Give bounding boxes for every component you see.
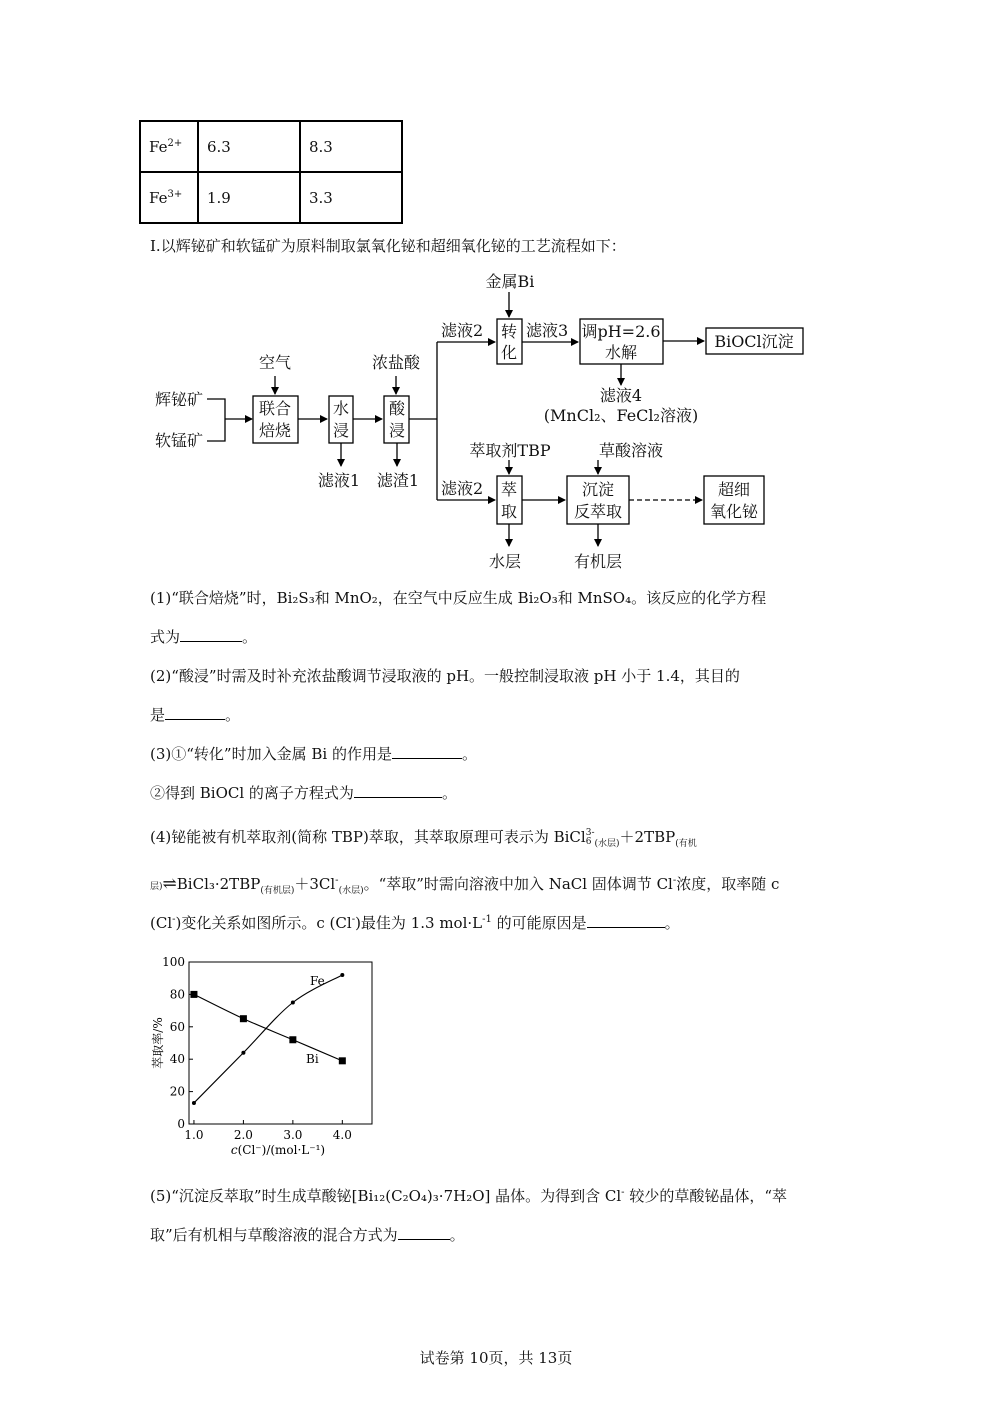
answer-blank xyxy=(398,1225,450,1240)
extraction-label-1: 萃 xyxy=(500,480,518,499)
ion-ph-table xyxy=(139,120,403,224)
roast-label-1: 联合 xyxy=(258,399,292,418)
series-label-fe: Fe xyxy=(310,974,325,988)
filtrate2-top-label: 滤液2 xyxy=(441,321,484,340)
answer-blank xyxy=(180,627,242,642)
table-row xyxy=(140,121,402,172)
question-3-part2 xyxy=(150,783,457,803)
fe-data-point xyxy=(291,1001,295,1005)
bi-data-point xyxy=(289,1036,296,1043)
plot-frame xyxy=(189,962,372,1124)
phase-label: 层) xyxy=(150,882,163,892)
metal-bi-label: 金属Bi xyxy=(485,272,535,291)
filtrate2-bottom-label: 滤液2 xyxy=(441,479,484,498)
question-2-line1: (2)“酸浸”时需及时补充浓盐酸调节浸取液的 pH。一般控制浸取液 pH 小于 1.4，其目的 xyxy=(150,667,740,685)
complete-ph-cell: 3.3 xyxy=(300,172,402,223)
ion-charge: - xyxy=(621,1187,625,1198)
fe-data-point xyxy=(340,973,344,977)
q5b-text: 取”后有机相与草酸溶液的混合方式为 xyxy=(150,1226,398,1244)
q4-text-7: )最佳为 1.3 mol·L xyxy=(355,914,483,932)
q3b-text: ②得到 BiOCl 的离子方程式为 xyxy=(150,784,354,802)
ultrafine-label-2: 氧化铋 xyxy=(709,502,759,521)
q4-text-5: (Cl xyxy=(150,914,173,932)
ion-cell xyxy=(140,172,198,223)
x-tick-label: 1.0 xyxy=(184,1128,204,1142)
y-tick-label: 60 xyxy=(169,1019,185,1034)
question-5-line2 xyxy=(150,1225,465,1245)
ion-name: Fe xyxy=(149,137,168,156)
ion-charge: 3- xyxy=(585,828,595,838)
bi-data-point xyxy=(190,991,197,998)
question-4-line3 xyxy=(150,913,680,933)
x-tick-label: 2.0 xyxy=(233,1128,253,1142)
precip-label-1: 沉淀 xyxy=(581,480,615,499)
bi-data-point xyxy=(240,1015,247,1022)
q4-text-6: )变化关系如图所示。c (Cl xyxy=(175,914,352,932)
conversion-label-2: 化 xyxy=(500,343,518,362)
answer-blank xyxy=(354,783,442,798)
hydrolysis-label-1: 调pH=2.6 xyxy=(581,322,661,341)
ion-subsup xyxy=(586,829,595,847)
ion-charge: - xyxy=(172,914,176,925)
ion-charge: - xyxy=(335,875,339,886)
water-layer-label: 水层 xyxy=(488,552,522,571)
question-4-line1 xyxy=(150,827,697,854)
question-5-line1 xyxy=(150,1186,787,1206)
period: 。 xyxy=(225,706,241,724)
phase-label: (有机 xyxy=(675,839,697,849)
series-label-bi: Bi xyxy=(306,1052,319,1066)
ion-cell xyxy=(140,121,198,172)
bioc-label: BiOCl沉淀 xyxy=(714,332,794,351)
extraction-rate-chart xyxy=(140,950,390,1165)
y-tick-label: 20 xyxy=(169,1084,185,1099)
unit-exponent: -1 xyxy=(482,914,492,925)
raw-bismuthinite: 辉铋矿 xyxy=(155,390,204,409)
question-2-line2 xyxy=(150,705,240,725)
conversion-label-1: 转 xyxy=(500,322,518,341)
series-line-bi xyxy=(194,994,342,1060)
y-axis-label: 萃取率/% xyxy=(151,1017,165,1069)
ultrafine-label-1: 超细 xyxy=(717,480,751,499)
fe-data-point xyxy=(241,1051,245,1055)
tbp-label: 萃取剂TBP xyxy=(469,441,551,460)
q4-text: (4)铋能被有机萃取剂(简称 TBP)萃取，其萃取原理可表示为 BiCl xyxy=(150,828,586,846)
y-tick-label: 100 xyxy=(162,955,185,969)
organic-layer-label: 有机层 xyxy=(573,552,623,571)
raw-pyrolusite: 软锰矿 xyxy=(155,431,204,450)
series-line-fe xyxy=(194,975,342,1103)
ion-charge: - xyxy=(672,875,677,886)
q4-text-3: 。“萃取”时需向溶液中加入 NaCl 固体调节 Cl xyxy=(363,875,673,893)
ion-name: Fe xyxy=(149,188,168,207)
q4-text-2: ＋2TBP xyxy=(619,828,676,846)
period: 。 xyxy=(242,628,258,646)
ion-charge: 3+ xyxy=(167,188,183,200)
q4-text-4: 浓度，取率随 c xyxy=(676,875,780,893)
filtrate4-label: 滤液4 xyxy=(599,386,643,405)
table-row xyxy=(140,172,402,223)
period: 。 xyxy=(449,1226,465,1244)
phase-label: (水层) xyxy=(594,839,620,849)
acid-leach-label-2: 浸 xyxy=(388,421,406,440)
question-3-part1 xyxy=(150,744,477,764)
ion-subscript: 6 xyxy=(585,837,592,847)
extraction-label-2: 取 xyxy=(500,502,518,521)
q4-formula-2: ＋3Cl xyxy=(294,875,336,893)
answer-blank xyxy=(392,744,462,759)
q4-formula: BiCl₃·2TBP xyxy=(176,875,261,893)
x-axis-label xyxy=(231,1143,325,1157)
air-label: 空气 xyxy=(258,353,292,372)
q5-text-2: 较少的草酸铋晶体，“萃 xyxy=(624,1187,788,1205)
x-tick-label: 4.0 xyxy=(332,1128,352,1142)
x-tick-label: 3.0 xyxy=(283,1128,303,1142)
question-1-line1: (1)“联合焙烧”时，Bi₂S₃和 MnO₂，在空气中反应生成 Bi₂O₃和 MnSO₄。该反应的化学方程 xyxy=(150,589,767,607)
filtrate3-label: 滤液3 xyxy=(526,321,569,340)
water-leach-label-2: 浸 xyxy=(332,421,350,440)
question-4-line2 xyxy=(150,874,779,901)
page-footer: 试卷第 10页，共 13页 xyxy=(419,1349,573,1367)
q5-text: (5)“沉淀反萃取”时生成草酸铋[Bi₁₂(C₂O₄)₃·7H₂O] 晶体。为得到含 Cl xyxy=(150,1187,622,1205)
water-leach-label-1: 水 xyxy=(332,399,350,418)
y-tick-label: 40 xyxy=(169,1052,185,1067)
fe-data-point xyxy=(192,1101,196,1105)
bi-data-point xyxy=(339,1057,346,1064)
question-1-line2 xyxy=(150,627,257,647)
x-axis-label-rest: (Cl⁻)/(mol·L⁻¹) xyxy=(237,1143,326,1157)
phase-label: (水层) xyxy=(338,886,364,896)
start-ph-cell: 6.3 xyxy=(198,121,300,172)
x-axis-label-c: c xyxy=(230,1143,238,1157)
filtrate1-label: 滤液1 xyxy=(317,471,361,490)
process-flow-diagram xyxy=(0,260,992,580)
complete-ph-cell: 8.3 xyxy=(300,121,402,172)
start-ph-cell: 1.9 xyxy=(198,172,300,223)
answer-blank xyxy=(587,913,665,928)
acid-input-label: 浓盐酸 xyxy=(371,353,421,372)
ion-charge: 2+ xyxy=(167,137,183,149)
filtrate4-composition: (MnCl₂、FeCl₂溶液) xyxy=(543,406,699,425)
acid-leach-label-1: 酸 xyxy=(388,399,406,418)
oxalic-label: 草酸溶液 xyxy=(598,441,664,460)
q1-text: 式为 xyxy=(150,628,181,646)
y-tick-label: 80 xyxy=(169,987,185,1002)
intro-text: I.以辉铋矿和软锰矿为原料制取氯氧化铋和超细氧化铋的工艺流程如下： xyxy=(150,237,626,255)
y-tick-label: 0 xyxy=(177,1117,185,1131)
ion-charge: - xyxy=(351,914,356,925)
hydrolysis-label-2: 水解 xyxy=(604,343,638,362)
period: 。 xyxy=(441,784,457,802)
precip-label-2: 反萃取 xyxy=(573,502,623,521)
answer-blank xyxy=(165,705,225,720)
equilibrium-arrow: ⇌ xyxy=(162,874,177,894)
q4-text-8: 的可能原因是 xyxy=(491,914,587,932)
roast-label-2: 焙烧 xyxy=(258,421,292,440)
phase-label: (有机层) xyxy=(260,886,295,896)
period: 。 xyxy=(461,745,477,763)
residue1-label: 滤渣1 xyxy=(376,471,420,490)
q2-text: 是 xyxy=(150,706,166,724)
q3a-text: (3)①“转化”时加入金属 Bi 的作用是 xyxy=(150,745,392,763)
period: 。 xyxy=(664,914,680,932)
